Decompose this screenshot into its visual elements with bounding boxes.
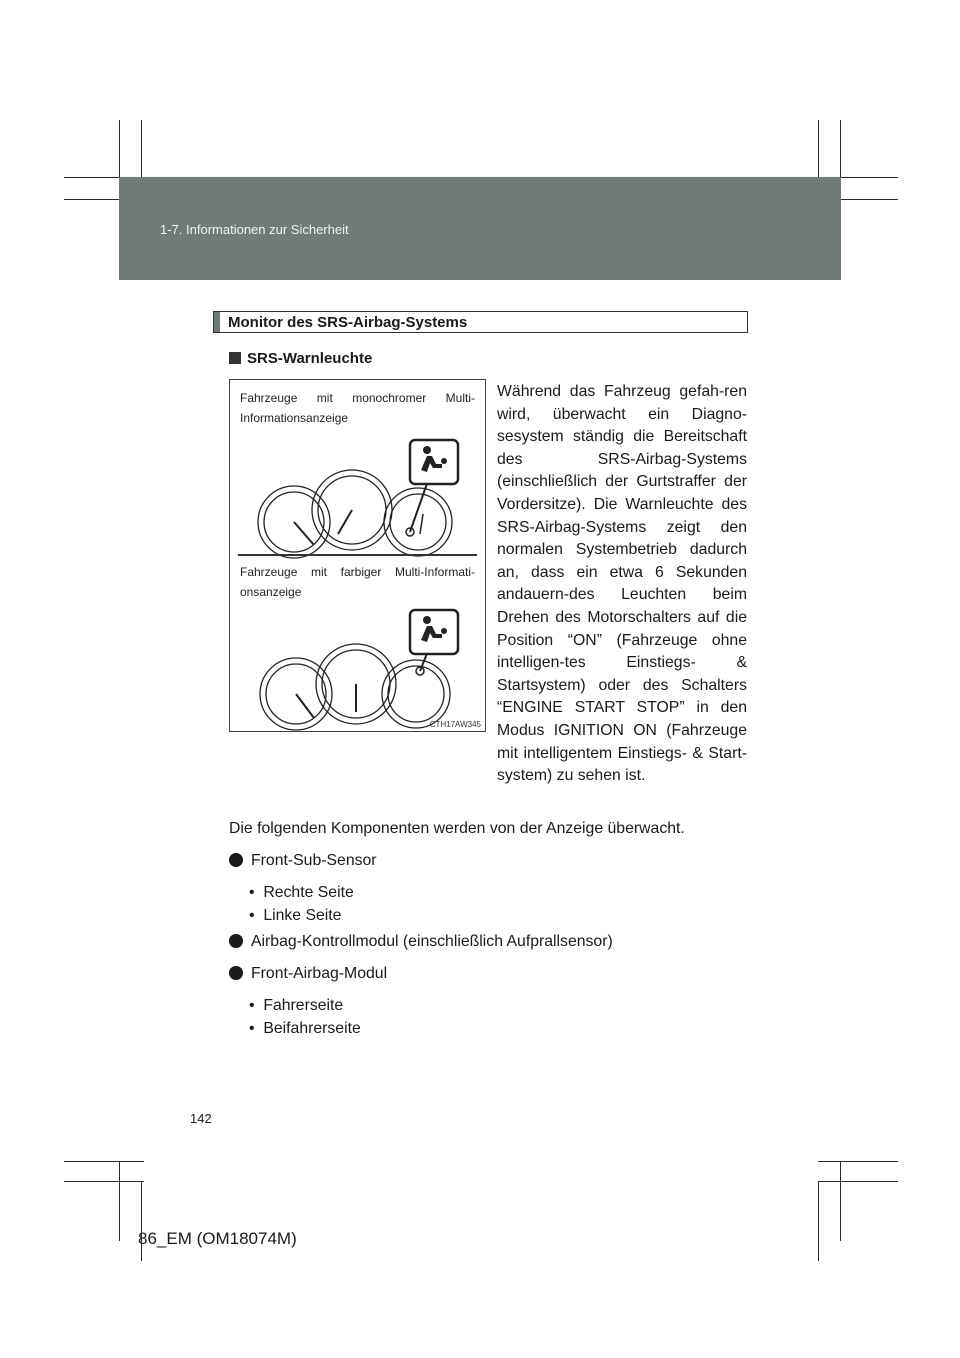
list-item <box>229 965 387 983</box>
bullet-icon <box>229 853 243 867</box>
list-item-label: Airbag-Kontrollmodul (einschließlich Aufprallsensor) <box>251 933 613 950</box>
list-item-label: Front-Airbag-Modul <box>251 965 388 982</box>
list-item-label: Front-Sub-Sensor <box>251 852 377 869</box>
cluster-illustration-color <box>230 602 485 732</box>
figure-code: CTH17AW345 <box>429 720 481 729</box>
crop-mark <box>818 1161 898 1162</box>
subheading-label: SRS-Warnleuchte <box>247 350 373 367</box>
crop-mark <box>818 1181 898 1182</box>
bullet-icon <box>229 966 243 980</box>
sub-list-item: • Fahrerseite <box>249 997 344 1014</box>
bullet-icon <box>229 934 243 948</box>
sub-list-item: • Linke Seite <box>249 907 342 924</box>
crop-mark <box>64 1161 144 1162</box>
components-intro: Die folgenden Komponenten werden von der Anzeige überwacht. <box>229 820 685 837</box>
chapter-title: 1-7. Informationen zur Sicherheit <box>160 222 349 237</box>
instrument-cluster-figure <box>229 379 486 732</box>
figure-caption-monochrome: Fahrzeuge mit monochromer Multi-Informationsanzeige <box>240 391 475 425</box>
crop-mark <box>119 1161 120 1241</box>
section-heading-bar <box>214 312 220 332</box>
crop-mark <box>64 1181 144 1182</box>
subheading <box>229 350 372 367</box>
sub-list-item-label: Beifahrerseite <box>263 1020 361 1037</box>
sub-list-item-label: Linke Seite <box>263 907 342 924</box>
section-heading-title: Monitor des SRS-Airbag-Systems <box>228 314 468 331</box>
crop-mark <box>840 1161 841 1241</box>
sub-list-item-label: Rechte Seite <box>263 884 354 901</box>
warning-light-description: Während das Fahrzeug gefah-ren wird, überwacht ein Diagno-sesystem ständig die Bereitschaft des SRS-Airbag-Systems (einschließlich der Gurtstraffer der Vordersitze). Die Warnleuchte des SRS-Airbag-Systems zeigt den normalen Systembetrieb dadurch an, dass ein etwa 6 Sekunden andauern-des Leuchten beim Drehen des Motorschalters auf die Position “ON” (Fahrzeuge ohne intelligen-tes Einstiegs- & Startsystem) oder des Schalters “ENGINE START STOP” in den Modus IGNITION ON (Fahrzeuge mit intelligentem Einstiegs- & Start-system) zu sehen ist. <box>497 383 747 785</box>
crop-mark <box>141 1181 142 1261</box>
document-code: 86_EM (OM18074M) <box>138 1229 297 1248</box>
square-bullet-icon <box>229 352 241 364</box>
cluster-illustration-monochrome <box>230 430 485 560</box>
sub-list-item: • Rechte Seite <box>249 884 354 901</box>
section-heading <box>213 311 748 333</box>
sub-list-item: • Beifahrerseite <box>249 1020 361 1037</box>
figure-caption-color: Fahrzeuge mit farbiger Multi-Informati-onsanzeige <box>240 565 475 599</box>
list-item <box>229 852 377 870</box>
page-number: 142 <box>190 1111 212 1126</box>
crop-mark <box>818 1181 819 1261</box>
list-item <box>229 933 613 951</box>
sub-list-item-label: Fahrerseite <box>263 997 344 1014</box>
figure-divider <box>238 554 477 556</box>
